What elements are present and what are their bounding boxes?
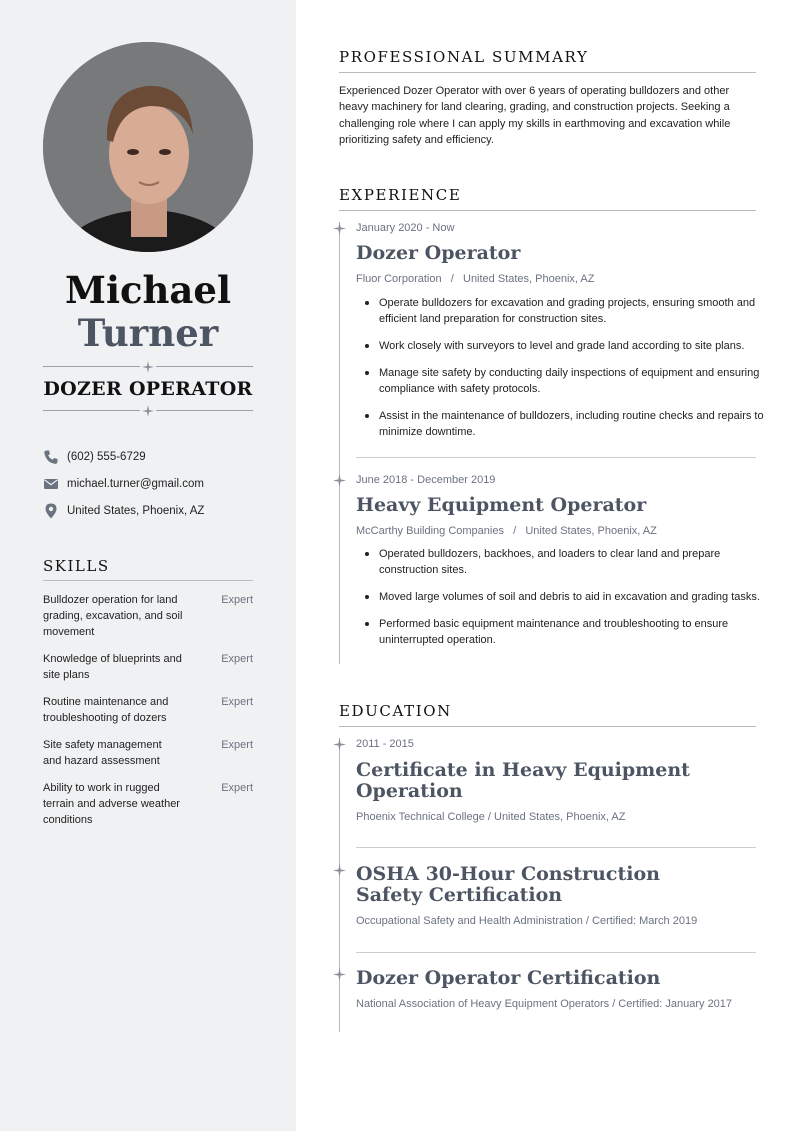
divider-top — [43, 361, 253, 373]
job-location: United States, Phoenix, AZ — [525, 525, 657, 537]
job-company: McCarthy Building Companies — [356, 525, 504, 537]
job-company-location: McCarthy Building Companies / United States, Phoenix, AZ — [356, 525, 657, 537]
job-bullet: Moved large volumes of soil and debris to aid in excavation and grading tasks. — [362, 589, 772, 605]
divider-bottom — [43, 405, 253, 417]
education-meta: Phoenix Technical College / United States, Phoenix, AZ — [356, 811, 626, 823]
job-bullet: Work closely with surveyors to level and grade land according to site plans. — [362, 338, 772, 354]
location-text: United States, Phoenix, AZ — [67, 505, 205, 517]
job-bullet: Manage site safety by conducting daily inspections of equipment and ensuring compliance with safety protocols. — [362, 365, 772, 398]
timeline-sparkle-icon — [333, 968, 346, 981]
skill-name: Site safety management and hazard assessment — [43, 739, 162, 767]
job-bullet: Assist in the maintenance of bulldozers, including routine checks and repairs to minimize downtime. — [362, 408, 772, 441]
job-bullet: Operated bulldozers, backhoes, and loaders to clear land and prepare construction sites. — [362, 546, 772, 579]
skill-name: Ability to work in rugged terrain and adverse weather conditions — [43, 782, 180, 826]
education-rule — [339, 726, 756, 727]
job-bullet: Operate bulldozers for excavation and grading projects, ensuring smooth and efficient land preparation for construction sites. — [362, 295, 772, 328]
skill-level: Expert — [221, 782, 253, 794]
education-meta: National Association of Heavy Equipment Operators / Certified: January 2017 — [356, 998, 733, 1010]
education-title: Dozer Operator Certification — [356, 967, 661, 989]
experience-rule — [339, 210, 756, 211]
timeline-sparkle-icon — [333, 864, 346, 877]
profile-photo-illustration — [43, 42, 253, 252]
skills-heading: SKILLS — [43, 557, 110, 575]
job-date: June 2018 - December 2019 — [356, 474, 496, 486]
phone-text: (602) 555-6729 — [67, 451, 146, 463]
education-separator — [356, 952, 756, 953]
job-date: January 2020 - Now — [356, 222, 455, 234]
timeline-sparkle-icon — [333, 474, 346, 487]
education-title: Certificate in Heavy Equipment Operation — [356, 759, 690, 802]
location-pin-icon — [43, 503, 59, 519]
last-name: Turner — [77, 311, 219, 355]
phone-icon — [43, 449, 59, 465]
first-name: Michael — [64, 268, 231, 312]
timeline-sparkle-icon — [333, 738, 346, 751]
education-heading: EDUCATION — [339, 702, 452, 720]
education-meta: Occupational Safety and Health Administration / Certified: March 2019 — [356, 915, 698, 927]
timeline-sparkle-icon — [333, 222, 346, 235]
job-company-location: Fluor Corporation / United States, Phoenix, AZ — [356, 273, 595, 285]
skill-level: Expert — [221, 696, 253, 708]
job-title: Dozer Operator — [356, 242, 521, 264]
skill-level: Expert — [221, 739, 253, 751]
job-title: Heavy Equipment Operator — [356, 494, 647, 516]
job-separator — [356, 457, 756, 458]
skill-level: Expert — [221, 653, 253, 665]
summary-rule — [339, 72, 756, 73]
skill-level: Expert — [221, 594, 253, 606]
job-company: Fluor Corporation — [356, 273, 442, 285]
skill-name: Bulldozer operation for land grading, excavation, and soil movement — [43, 594, 183, 638]
skill-name: Routine maintenance and troubleshooting of dozers — [43, 696, 169, 724]
education-separator — [356, 847, 756, 848]
education-title: OSHA 30-Hour Construction Safety Certification — [356, 863, 660, 906]
summary-text: Experienced Dozer Operator with over 6 years of operating bulldozers and other heavy machinery for land clearing, grading, and construction projects. Seeking a challenging role where I can apply my skills in earthmoving and excavation while prioritizing safety and efficiency. — [339, 85, 731, 146]
job-bullet: Performed basic equipment maintenance and troubleshooting to ensure uninterrupted operation. — [362, 616, 772, 649]
profile-photo — [43, 42, 253, 252]
experience-timeline — [339, 222, 340, 664]
mail-icon — [43, 476, 59, 492]
job-role: DOZER OPERATOR — [43, 378, 253, 400]
email-text: michael.turner@gmail.com — [67, 478, 204, 490]
job-bullets — [362, 546, 772, 659]
education-date: 2011 - 2015 — [356, 738, 414, 750]
sparkle-icon — [142, 405, 154, 417]
experience-heading: EXPERIENCE — [339, 186, 462, 204]
job-bullets — [362, 295, 772, 451]
summary-heading: PROFESSIONAL SUMMARY — [339, 48, 589, 66]
sparkle-icon — [142, 361, 154, 373]
skill-name: Knowledge of blueprints and site plans — [43, 653, 182, 681]
job-location: United States, Phoenix, AZ — [463, 273, 595, 285]
skills-rule — [43, 580, 253, 581]
education-timeline — [339, 738, 340, 1032]
